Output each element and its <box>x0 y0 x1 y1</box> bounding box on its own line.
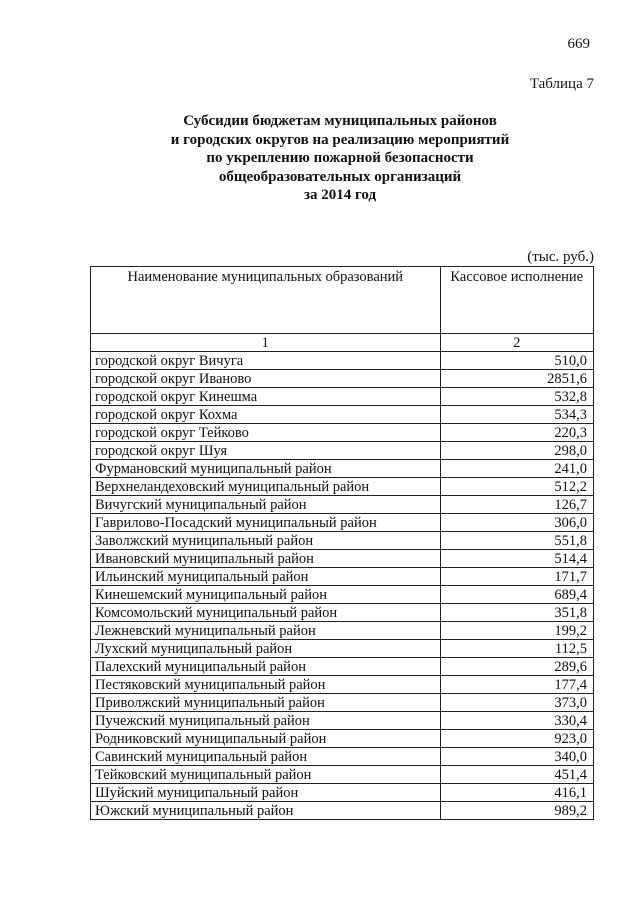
cash-execution-value: 298,0 <box>440 442 593 460</box>
cash-execution-value: 451,4 <box>440 766 593 784</box>
table-row <box>91 406 594 424</box>
title-line: за 2014 год <box>303 187 377 203</box>
table-row <box>91 640 594 658</box>
table-row <box>91 388 594 406</box>
table-row <box>91 532 594 550</box>
cash-execution-value: 514,4 <box>440 550 593 568</box>
table-row <box>91 442 594 460</box>
table-row <box>91 766 594 784</box>
municipality-name: Палехский муниципальный район <box>91 658 441 676</box>
cash-execution-value: 351,8 <box>440 604 593 622</box>
table-caption: Таблица 7 <box>529 76 594 92</box>
municipality-name: Комсомольский муниципальный район <box>91 604 441 622</box>
cash-execution-value: 241,0 <box>440 460 593 478</box>
table-row <box>91 514 594 532</box>
table-row <box>91 658 594 676</box>
municipality-name: Тейковский муниципальный район <box>91 766 441 784</box>
municipality-name: Вичугский муниципальный район <box>91 496 441 514</box>
table-row <box>91 550 594 568</box>
title-line: и городских округов на реализацию мероприятий <box>170 131 510 148</box>
table-row <box>91 424 594 442</box>
cash-execution-value: 689,4 <box>440 586 593 604</box>
cash-execution-value: 330,4 <box>440 712 593 730</box>
cash-execution-value: 289,6 <box>440 658 593 676</box>
table-body <box>91 352 594 820</box>
table-header-row <box>91 267 594 334</box>
column-header-value: Кассовое исполнение <box>440 267 593 334</box>
municipality-name: Лежневский муниципальный район <box>91 622 441 640</box>
table-row <box>91 496 594 514</box>
table-row <box>91 622 594 640</box>
municipality-name: Ильинский муниципальный район <box>91 568 441 586</box>
column-header-name: Наименование муниципальных образований <box>91 267 441 334</box>
cash-execution-value: 220,3 <box>440 424 593 442</box>
municipality-name: Шуйский муниципальный район <box>91 784 441 802</box>
municipality-name: Верхнеландеховский муниципальный район <box>91 478 441 496</box>
municipality-name: Фурмановский муниципальный район <box>91 460 441 478</box>
table-row <box>91 352 594 370</box>
cash-execution-value: 126,7 <box>440 496 593 514</box>
cash-execution-value: 306,0 <box>440 514 593 532</box>
cash-execution-value: 534,3 <box>440 406 593 424</box>
municipality-name: городской округ Тейково <box>91 424 441 442</box>
municipality-name: Родниковский муниципальный район <box>91 730 441 748</box>
municipality-name: городской округ Иваново <box>91 370 441 388</box>
page-number: 669 <box>567 36 590 52</box>
table-row <box>91 694 594 712</box>
municipality-name: городской округ Кохма <box>91 406 441 424</box>
cash-execution-value: 989,2 <box>440 802 593 820</box>
cash-execution-value: 340,0 <box>440 748 593 766</box>
cash-execution-value: 923,0 <box>440 730 593 748</box>
municipality-name: городской округ Шуя <box>91 442 441 460</box>
municipality-name: городской округ Кинешма <box>91 388 441 406</box>
table-row <box>91 568 594 586</box>
document-title <box>80 112 600 205</box>
municipality-name: Пестяковский муниципальный район <box>91 676 441 694</box>
cash-execution-value: 416,1 <box>440 784 593 802</box>
municipality-name: Лухский муниципальный район <box>91 640 441 658</box>
municipality-name: Гаврилово-Посадский муниципальный район <box>91 514 441 532</box>
table-row <box>91 802 594 820</box>
municipality-name: Савинский муниципальный район <box>91 748 441 766</box>
title-line: Субсидии бюджетам муниципальных районов <box>183 113 497 129</box>
table-row <box>91 676 594 694</box>
cash-execution-value: 373,0 <box>440 694 593 712</box>
municipality-name: Кинешемский муниципальный район <box>91 586 441 604</box>
table-row <box>91 478 594 496</box>
table-row <box>91 730 594 748</box>
municipality-name: городской округ Вичуга <box>91 352 441 370</box>
table-row <box>91 784 594 802</box>
column-number-row <box>91 334 594 352</box>
cash-execution-value: 512,2 <box>440 478 593 496</box>
title-line: по укреплению пожарной безопасности <box>206 150 474 166</box>
title-line: общеобразовательных организаций <box>218 168 462 185</box>
column-number: 2 <box>440 334 593 352</box>
units-note: (тыс. руб.) <box>527 249 594 265</box>
cash-execution-value: 532,8 <box>440 388 593 406</box>
table-row <box>91 460 594 478</box>
cash-execution-value: 510,0 <box>440 352 593 370</box>
table-row <box>91 712 594 730</box>
cash-execution-value: 177,4 <box>440 676 593 694</box>
cash-execution-value: 2851,6 <box>440 370 593 388</box>
municipality-name: Пучежский муниципальный район <box>91 712 441 730</box>
subsidy-table <box>90 266 594 820</box>
table-row <box>91 604 594 622</box>
cash-execution-value: 551,8 <box>440 532 593 550</box>
municipality-name: Заволжский муниципальный район <box>91 532 441 550</box>
table-row <box>91 586 594 604</box>
cash-execution-value: 112,5 <box>440 640 593 658</box>
municipality-name: Ивановский муниципальный район <box>91 550 441 568</box>
cash-execution-value: 171,7 <box>440 568 593 586</box>
municipality-name: Южский муниципальный район <box>91 802 441 820</box>
table-row <box>91 748 594 766</box>
municipality-name: Приволжский муниципальный район <box>91 694 441 712</box>
column-number: 1 <box>91 334 441 352</box>
cash-execution-value: 199,2 <box>440 622 593 640</box>
table-row <box>91 370 594 388</box>
